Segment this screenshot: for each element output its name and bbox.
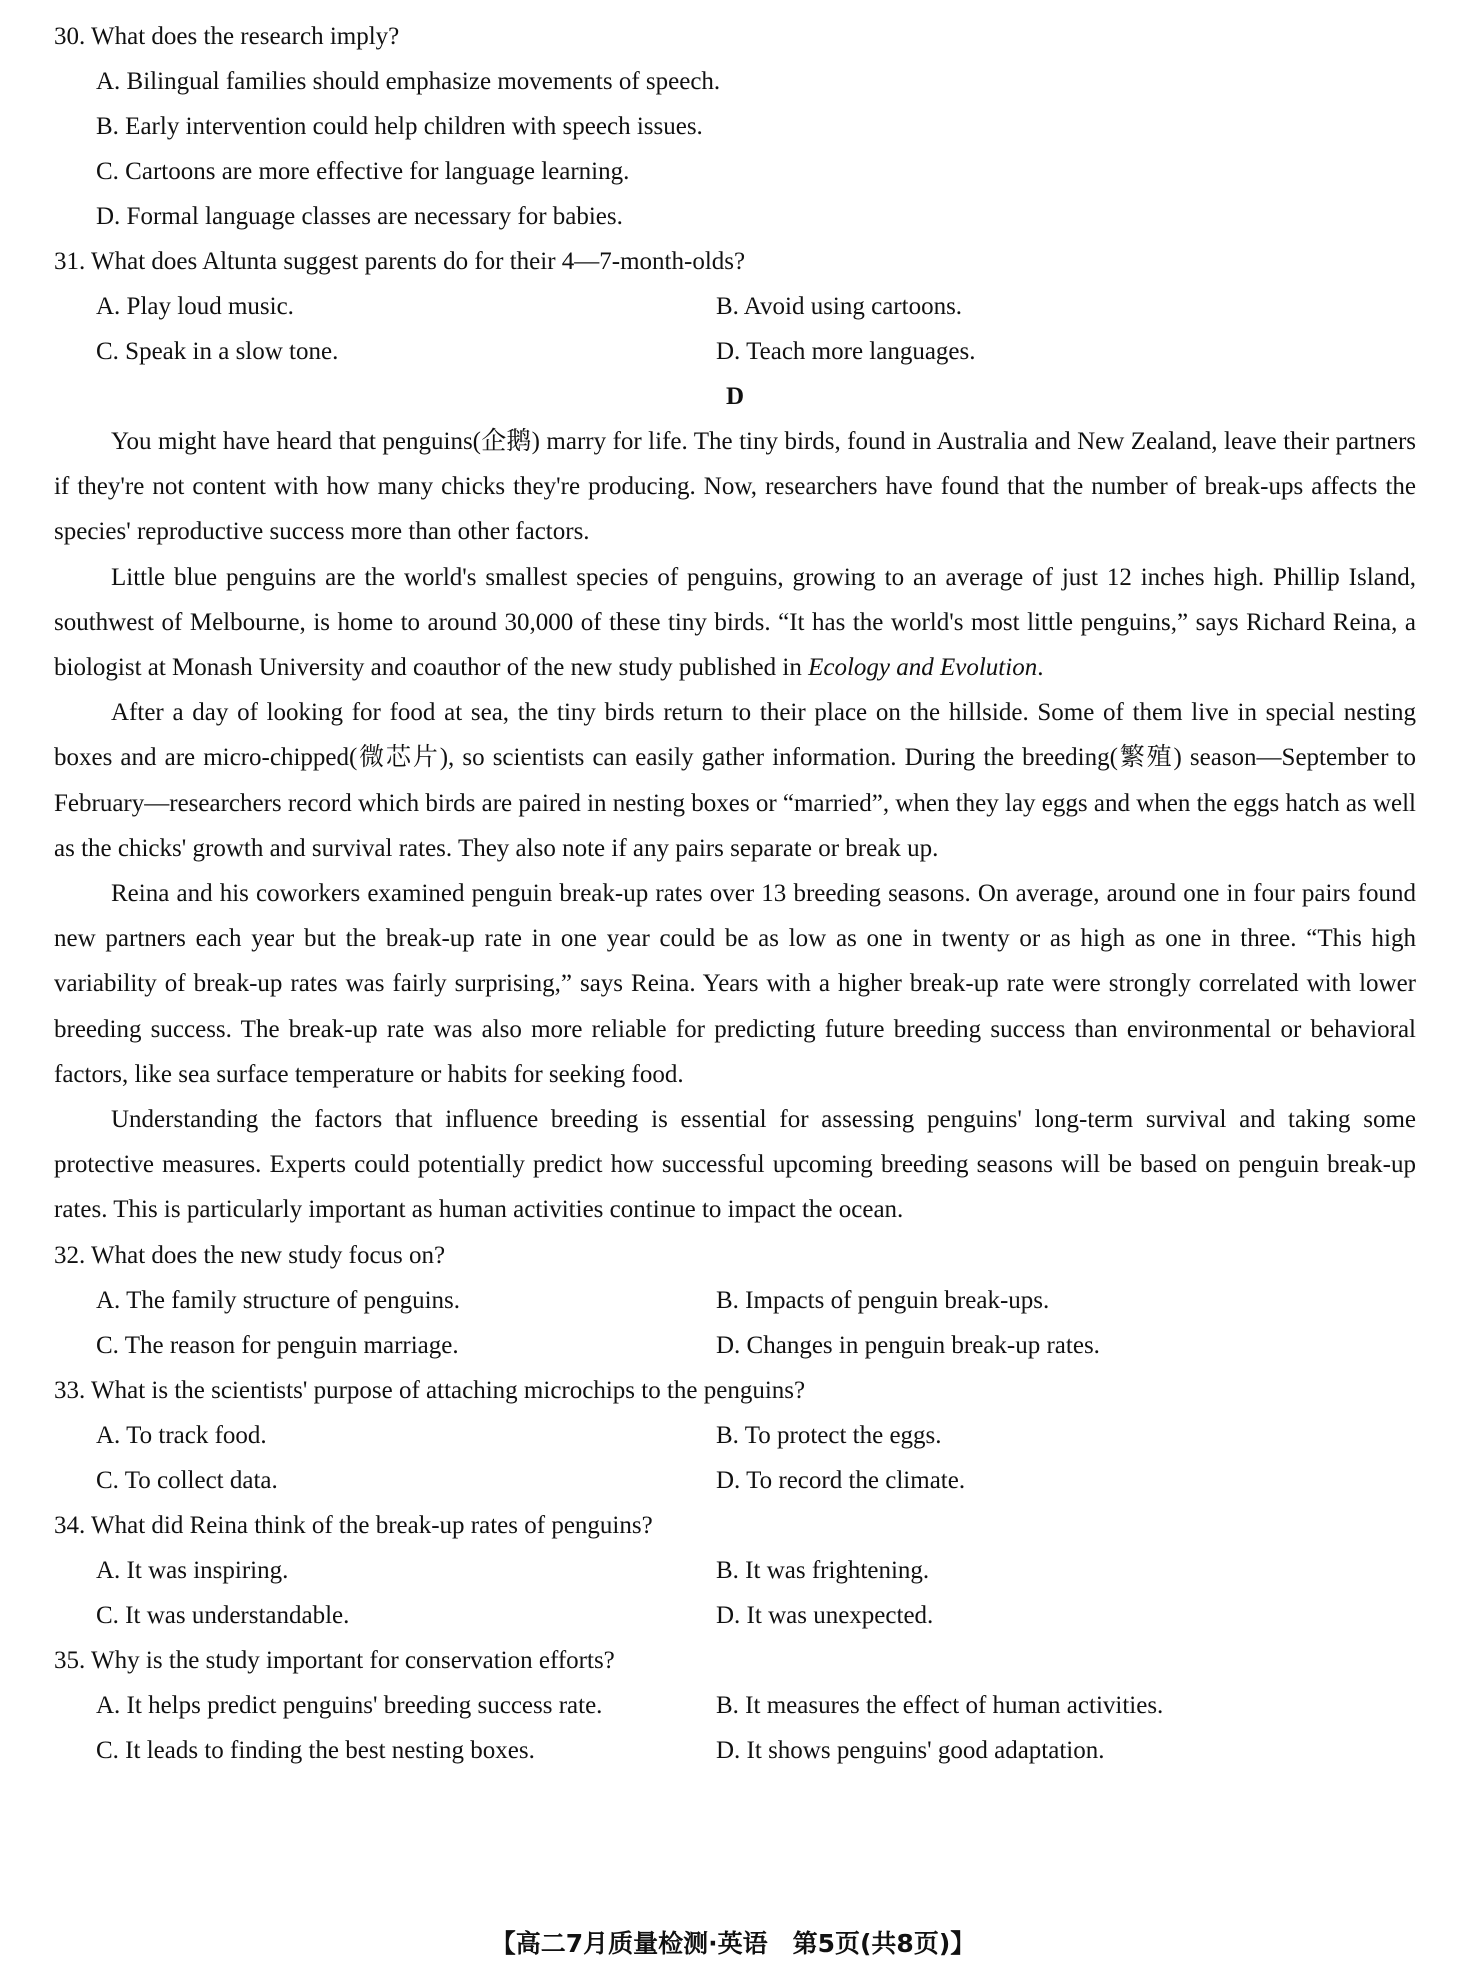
question-34 bbox=[54, 1503, 1416, 1638]
question-stem: 32. What does the new study focus on? bbox=[54, 1241, 446, 1269]
option-a: A. It helps predict penguins' breeding success rate. bbox=[96, 1691, 603, 1719]
option-d: D. Formal language classes are necessary for babies. bbox=[96, 203, 623, 230]
option-d: D. Teach more languages. bbox=[716, 338, 976, 365]
option-b: B. It measures the effect of human activities. bbox=[716, 1691, 1164, 1719]
question-stem: 30. What does the research imply? bbox=[54, 23, 400, 50]
paragraph-end: . bbox=[1037, 654, 1044, 682]
question-stem: 33. What is the scientists' purpose of attaching microchips to the penguins? bbox=[54, 1376, 806, 1404]
option-c: C. Cartoons are more effective for language learning. bbox=[96, 158, 630, 185]
option-c: C. To collect data. bbox=[96, 1466, 278, 1494]
question-33 bbox=[54, 1368, 1416, 1503]
option-c: C. It leads to finding the best nesting boxes. bbox=[96, 1736, 535, 1764]
passage-paragraph: Understanding the factors that influence breeding is essential for assessing penguins' long-term survival and taking some protective measures. Experts could potentially predict how successful upcoming breeding seasons will be based on penguin break-up rates. This is particularly important as human activities continue to impact the ocean. bbox=[54, 1106, 1416, 1224]
option-d: D. To record the climate. bbox=[716, 1466, 966, 1494]
paragraph-text: Little blue penguins are the world's smallest species of penguins, growing to an average of just 12 inches high. Phillip Island, southwest of Melbourne, is home to around 30,000 of these tiny birds. “It has the world's most little penguins,” says Richard Reina, a biologist at Monash University and coauthor of the new study published in bbox=[54, 563, 1416, 682]
option-b: B. Early intervention could help children with speech issues. bbox=[96, 113, 703, 140]
option-b: B. Impacts of penguin break-ups. bbox=[716, 1286, 1050, 1314]
passage-paragraph: After a day of looking for food at sea, the tiny birds return to their place on the hillside. Some of them live in special nesting boxes and are micro-chipped(微芯片), so scientists can easily gather information. During the breeding(繁殖) season—September to February—researchers record which birds are paired in nesting boxes or “married”, when they lay eggs and when the eggs hatch as well as the chicks' growth and survival rates. They also note if any pairs separate or break up. bbox=[54, 699, 1416, 862]
question-32 bbox=[54, 1233, 1416, 1368]
reading-passage bbox=[54, 419, 1416, 1233]
option-b: B. Avoid using cartoons. bbox=[716, 293, 963, 320]
passage-paragraph: Reina and his coworkers examined penguin break-up rates over 13 breeding seasons. On average, around one in four pairs found new partners each year but the break-up rate in one year could be as low as one in twenty or as high as one in three. “This high variability of break-up rates was fairly surprising,” says Reina. Years with a higher break-up rate were strongly correlated with lower breeding success. The break-up rate was also more reliable for predicting future breeding success than environmental or behavioral factors, like sea surface temperature or habits for seeking food. bbox=[54, 880, 1416, 1088]
option-d: D. Changes in penguin break-up rates. bbox=[716, 1331, 1100, 1359]
question-31 bbox=[54, 239, 1416, 374]
option-b: B. To protect the eggs. bbox=[716, 1421, 942, 1449]
question-30 bbox=[54, 14, 1416, 239]
question-stem: 31. What does Altunta suggest parents do for their 4—7-month-olds? bbox=[54, 248, 746, 275]
option-d: D. It was unexpected. bbox=[716, 1601, 934, 1629]
passage-paragraph bbox=[54, 555, 1416, 691]
publication-title: Ecology and Evolution bbox=[808, 654, 1038, 682]
question-35 bbox=[54, 1638, 1416, 1773]
option-b: B. It was frightening. bbox=[716, 1556, 930, 1584]
option-d: D. It shows penguins' good adaptation. bbox=[716, 1736, 1105, 1764]
option-c: C. It was understandable. bbox=[96, 1601, 350, 1629]
section-title: D bbox=[725, 383, 745, 410]
page-footer: 【高二7月质量检测·英语 第5页(共8页)】 bbox=[490, 1929, 976, 1958]
option-a: A. Play loud music. bbox=[96, 293, 294, 320]
question-stem: 34. What did Reina think of the break-up rates of penguins? bbox=[54, 1511, 653, 1539]
option-a: A. To track food. bbox=[96, 1421, 267, 1449]
option-a: A. Bilingual families should emphasize movements of speech. bbox=[96, 68, 721, 95]
passage-paragraph: You might have heard that penguins(企鹅) marry for life. The tiny birds, found in Australia and New Zealand, leave their partners if they're not content with how many chicks they're producing. Now, researchers have found that the number of break-ups affects the species' reproductive success more than other factors. bbox=[54, 428, 1416, 546]
option-a: A. The family structure of penguins. bbox=[96, 1286, 461, 1314]
exam-page bbox=[54, 14, 1416, 1773]
question-stem: 35. Why is the study important for conservation efforts? bbox=[54, 1646, 615, 1674]
option-a: A. It was inspiring. bbox=[96, 1556, 289, 1584]
option-c: C. Speak in a slow tone. bbox=[96, 338, 339, 365]
option-c: C. The reason for penguin marriage. bbox=[96, 1331, 459, 1359]
